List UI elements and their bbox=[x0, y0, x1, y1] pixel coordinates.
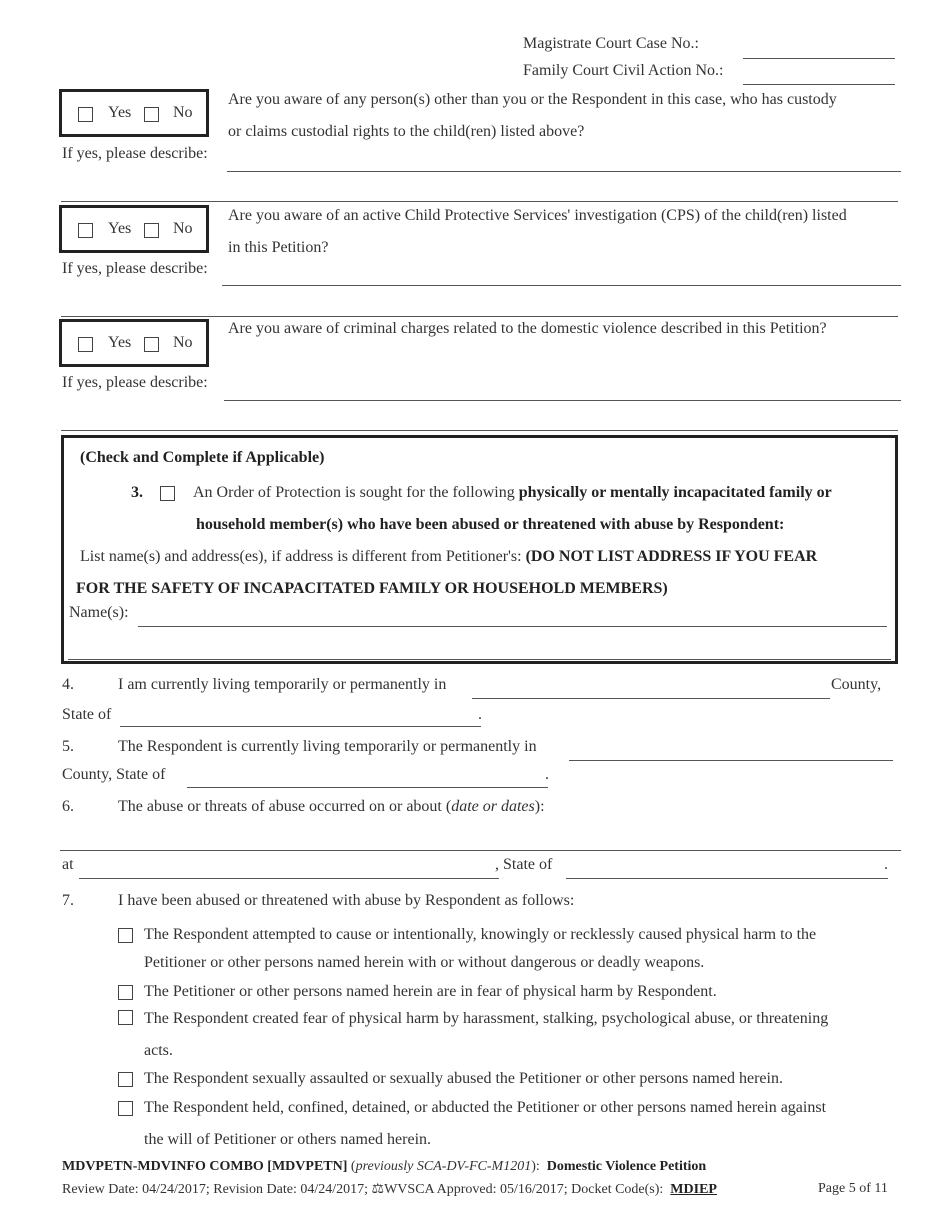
item-4-county-input[interactable] bbox=[472, 676, 830, 699]
footer-previous-id: previously SCA-DV-FC-M1201 bbox=[355, 1159, 532, 1174]
question-2-line2: in this Petition? bbox=[228, 239, 329, 256]
item-3-checkbox[interactable] bbox=[160, 486, 175, 501]
item-4-state-input[interactable] bbox=[120, 704, 481, 727]
item-3-line1 bbox=[193, 484, 832, 502]
item-7-number: 7. bbox=[62, 892, 74, 909]
item-6-text bbox=[118, 798, 545, 816]
names-input-line2[interactable] bbox=[68, 637, 891, 660]
abuse-option-5-line1: The Respondent held, confined, detained, or abducted the Petitioner or other persons named herein against bbox=[144, 1099, 827, 1116]
footer-docket-code: MDIEP bbox=[670, 1182, 717, 1197]
question-1-line1: Are you aware of any person(s) other than you or the Respondent in this case, who has custody bbox=[228, 91, 837, 108]
item-4-period: . bbox=[478, 706, 482, 723]
describe-label-q1: If yes, please describe: bbox=[62, 145, 208, 162]
describe-label-q2: If yes, please describe: bbox=[62, 260, 208, 277]
abuse-option-4-checkbox[interactable] bbox=[118, 1072, 133, 1087]
item-6-text-italic: date or dates bbox=[451, 798, 535, 815]
item-4-number: 4. bbox=[62, 676, 74, 693]
item-3-line3 bbox=[80, 548, 817, 566]
abuse-option-1-line1: The Respondent attempted to cause or intentionally, knowingly or recklessly caused physical harm to the bbox=[144, 926, 817, 943]
names-label: Name(s): bbox=[69, 604, 129, 621]
item-6-number: 6. bbox=[62, 798, 74, 815]
item-5-text: The Respondent is currently living temporarily or permanently in bbox=[118, 738, 537, 755]
item-6-state-input[interactable] bbox=[566, 856, 888, 879]
abuse-option-1-checkbox[interactable] bbox=[118, 928, 133, 943]
abuse-option-3-line1: The Respondent created fear of physical harm by harassment, stalking, psychological abuse, or threatening bbox=[144, 1010, 829, 1027]
item-3-line1-bold: physically or mentally incapacitated family or bbox=[518, 484, 832, 501]
abuse-option-2-line1: The Petitioner or other persons named herein are in fear of physical harm by Respondent. bbox=[144, 983, 717, 1000]
item-5-period: . bbox=[545, 766, 549, 783]
item-4-state-label: State of bbox=[62, 706, 112, 723]
item-4-text: I am currently living temporarily or permanently in bbox=[118, 676, 447, 693]
yes-no-box-q1 bbox=[59, 89, 209, 137]
item-7-text: I have been abused or threatened with abuse by Respondent as follows: bbox=[118, 892, 575, 909]
footer-review: Review Date: 04/24/2017; Revision Date: 04/24/2017; bbox=[62, 1182, 369, 1197]
describe-label-q3: If yes, please describe: bbox=[62, 374, 208, 391]
yes-no-box-q2 bbox=[59, 205, 209, 253]
describe-input-q1[interactable] bbox=[227, 149, 901, 172]
page-number: Page 5 of 11 bbox=[818, 1181, 888, 1196]
abuse-option-5-checkbox[interactable] bbox=[118, 1101, 133, 1116]
abuse-option-4-line1: The Respondent sexually assaulted or sexually abused the Petitioner or other persons named herein. bbox=[144, 1070, 783, 1087]
question-1-line2: or claims custodial rights to the child(ren) listed above? bbox=[228, 123, 585, 140]
question-3-line1: Are you aware of criminal charges related to the domestic violence described in this Petition? bbox=[228, 320, 827, 337]
item-3-line3-plain: List name(s) and address(es), if address is different from Petitioner's: bbox=[80, 548, 526, 565]
yes-checkbox-q3[interactable] bbox=[78, 337, 93, 352]
item-3-number: 3. bbox=[131, 484, 143, 501]
item-5-number: 5. bbox=[62, 738, 74, 755]
family-court-label: Family Court Civil Action No.: bbox=[523, 62, 724, 79]
yes-label: Yes bbox=[108, 334, 132, 351]
abuse-option-2-checkbox[interactable] bbox=[118, 985, 133, 1000]
abuse-option-3-line2: acts. bbox=[144, 1042, 173, 1059]
abuse-option-3-checkbox[interactable] bbox=[118, 1010, 133, 1025]
no-label: No bbox=[173, 104, 193, 121]
divider bbox=[61, 316, 898, 317]
scales-icon: ⚖ bbox=[371, 1182, 385, 1197]
family-court-input[interactable] bbox=[743, 62, 895, 85]
footer-approved: WVSCA Approved: 05/16/2017; Docket Code(s): bbox=[384, 1182, 664, 1197]
item-6-text-end: ): bbox=[534, 798, 545, 815]
item-5-residence-input[interactable] bbox=[569, 738, 893, 761]
describe-input-q3[interactable] bbox=[224, 378, 901, 401]
panel-heading: (Check and Complete if Applicable) bbox=[80, 449, 325, 466]
item-6-dates-input[interactable] bbox=[60, 828, 901, 851]
footer-prev-close: ): bbox=[531, 1159, 540, 1174]
item-6-at-label: at bbox=[62, 856, 74, 873]
abuse-option-1-line2: Petitioner or other persons named herein with or without dangerous or deadly weapons. bbox=[144, 954, 705, 971]
item-6-text-plain: The abuse or threats of abuse occurred on or about ( bbox=[118, 798, 452, 815]
yes-no-box-q3 bbox=[59, 319, 209, 367]
item-3-line4: FOR THE SAFETY OF INCAPACITATED FAMILY OR HOUSEHOLD MEMBERS) bbox=[76, 580, 668, 597]
item-3-line2: household member(s) who have been abused or threatened with abuse by Respondent: bbox=[196, 516, 785, 533]
item-4-county-label: County, bbox=[831, 676, 882, 693]
yes-label: Yes bbox=[108, 104, 132, 121]
item-3-line1-plain: An Order of Protection is sought for the following bbox=[193, 484, 519, 501]
yes-label: Yes bbox=[108, 220, 132, 237]
footer-form-title: Domestic Violence Petition bbox=[546, 1159, 707, 1174]
footer-form-line bbox=[62, 1159, 706, 1175]
item-5-county-state-label: County, State of bbox=[62, 766, 166, 783]
item-5-state-input[interactable] bbox=[187, 765, 548, 788]
item-6-location-input[interactable] bbox=[79, 856, 499, 879]
no-checkbox-q3[interactable] bbox=[144, 337, 159, 352]
footer-form-id: MDVPETN-MDVINFO COMBO [MDVPETN] bbox=[62, 1159, 348, 1174]
no-label: No bbox=[173, 220, 193, 237]
magistrate-case-input[interactable] bbox=[743, 36, 895, 59]
abuse-option-5-line2: the will of Petitioner or others named herein. bbox=[144, 1131, 432, 1148]
names-input[interactable] bbox=[138, 604, 887, 627]
no-checkbox-q2[interactable] bbox=[144, 223, 159, 238]
item-6-state-label: , State of bbox=[495, 856, 553, 873]
item-3-line3-bold: (DO NOT LIST ADDRESS IF YOU FEAR bbox=[525, 548, 818, 565]
describe-input-q2[interactable] bbox=[222, 263, 901, 286]
magistrate-case-label: Magistrate Court Case No.: bbox=[523, 35, 699, 52]
yes-checkbox-q1[interactable] bbox=[78, 107, 93, 122]
footer-prev-open: ( bbox=[347, 1159, 356, 1174]
yes-checkbox-q2[interactable] bbox=[78, 223, 93, 238]
question-2-line1: Are you aware of an active Child Protective Services' investigation (CPS) of the child(ren) listed bbox=[228, 207, 847, 224]
no-label: No bbox=[173, 334, 193, 351]
divider bbox=[61, 430, 898, 431]
item-6-period: . bbox=[884, 856, 888, 873]
no-checkbox-q1[interactable] bbox=[144, 107, 159, 122]
divider bbox=[61, 201, 898, 202]
footer-review-line bbox=[62, 1181, 717, 1198]
